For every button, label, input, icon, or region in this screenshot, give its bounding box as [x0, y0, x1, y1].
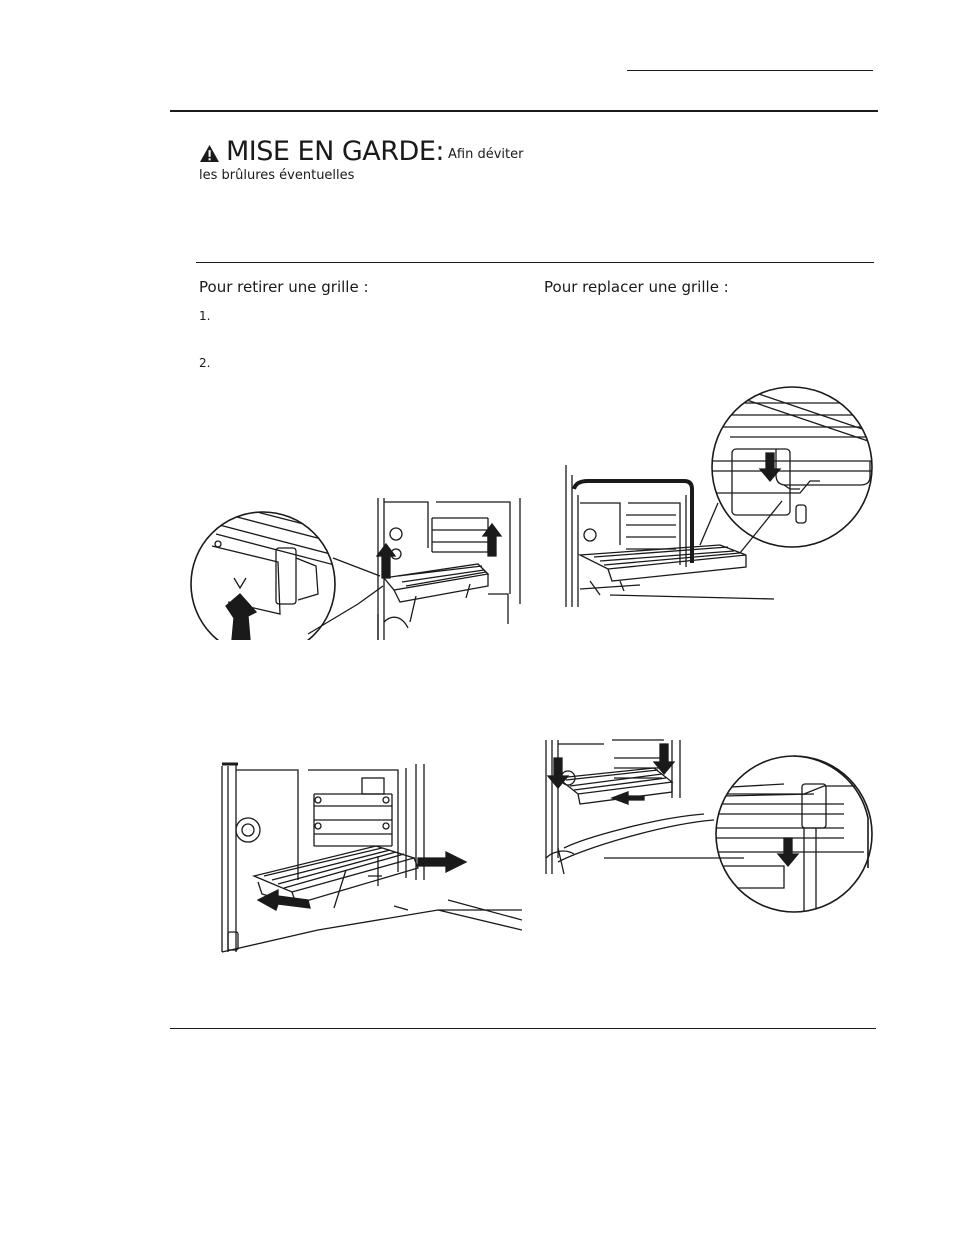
- rack-hook-illustration: [560, 385, 878, 610]
- rack-push-illustration: [544, 738, 874, 913]
- header-rule: [170, 110, 878, 112]
- warning-line: [199, 137, 529, 167]
- header-rule-short: [627, 70, 873, 71]
- rack-lift-illustration: [188, 494, 522, 640]
- step-number-2: 2.: [199, 356, 211, 370]
- step-number-1: 1.: [199, 309, 211, 323]
- remove-rack-heading: Pour retirer une grille :: [199, 278, 369, 296]
- warning-triangle-icon: [199, 144, 220, 163]
- warning-continuation-text: les brûlures éventuelles: [199, 168, 355, 183]
- rack-pull-illustration: [218, 760, 522, 956]
- warning-title: MISE EN GARDE:: [226, 136, 444, 167]
- replace-rack-heading: Pour replacer une grille :: [544, 278, 729, 296]
- footer-rule: [170, 1028, 876, 1029]
- warning-lead-text: Afin déviter: [447, 147, 524, 162]
- section-rule: [196, 262, 874, 263]
- warning-block: [199, 137, 529, 185]
